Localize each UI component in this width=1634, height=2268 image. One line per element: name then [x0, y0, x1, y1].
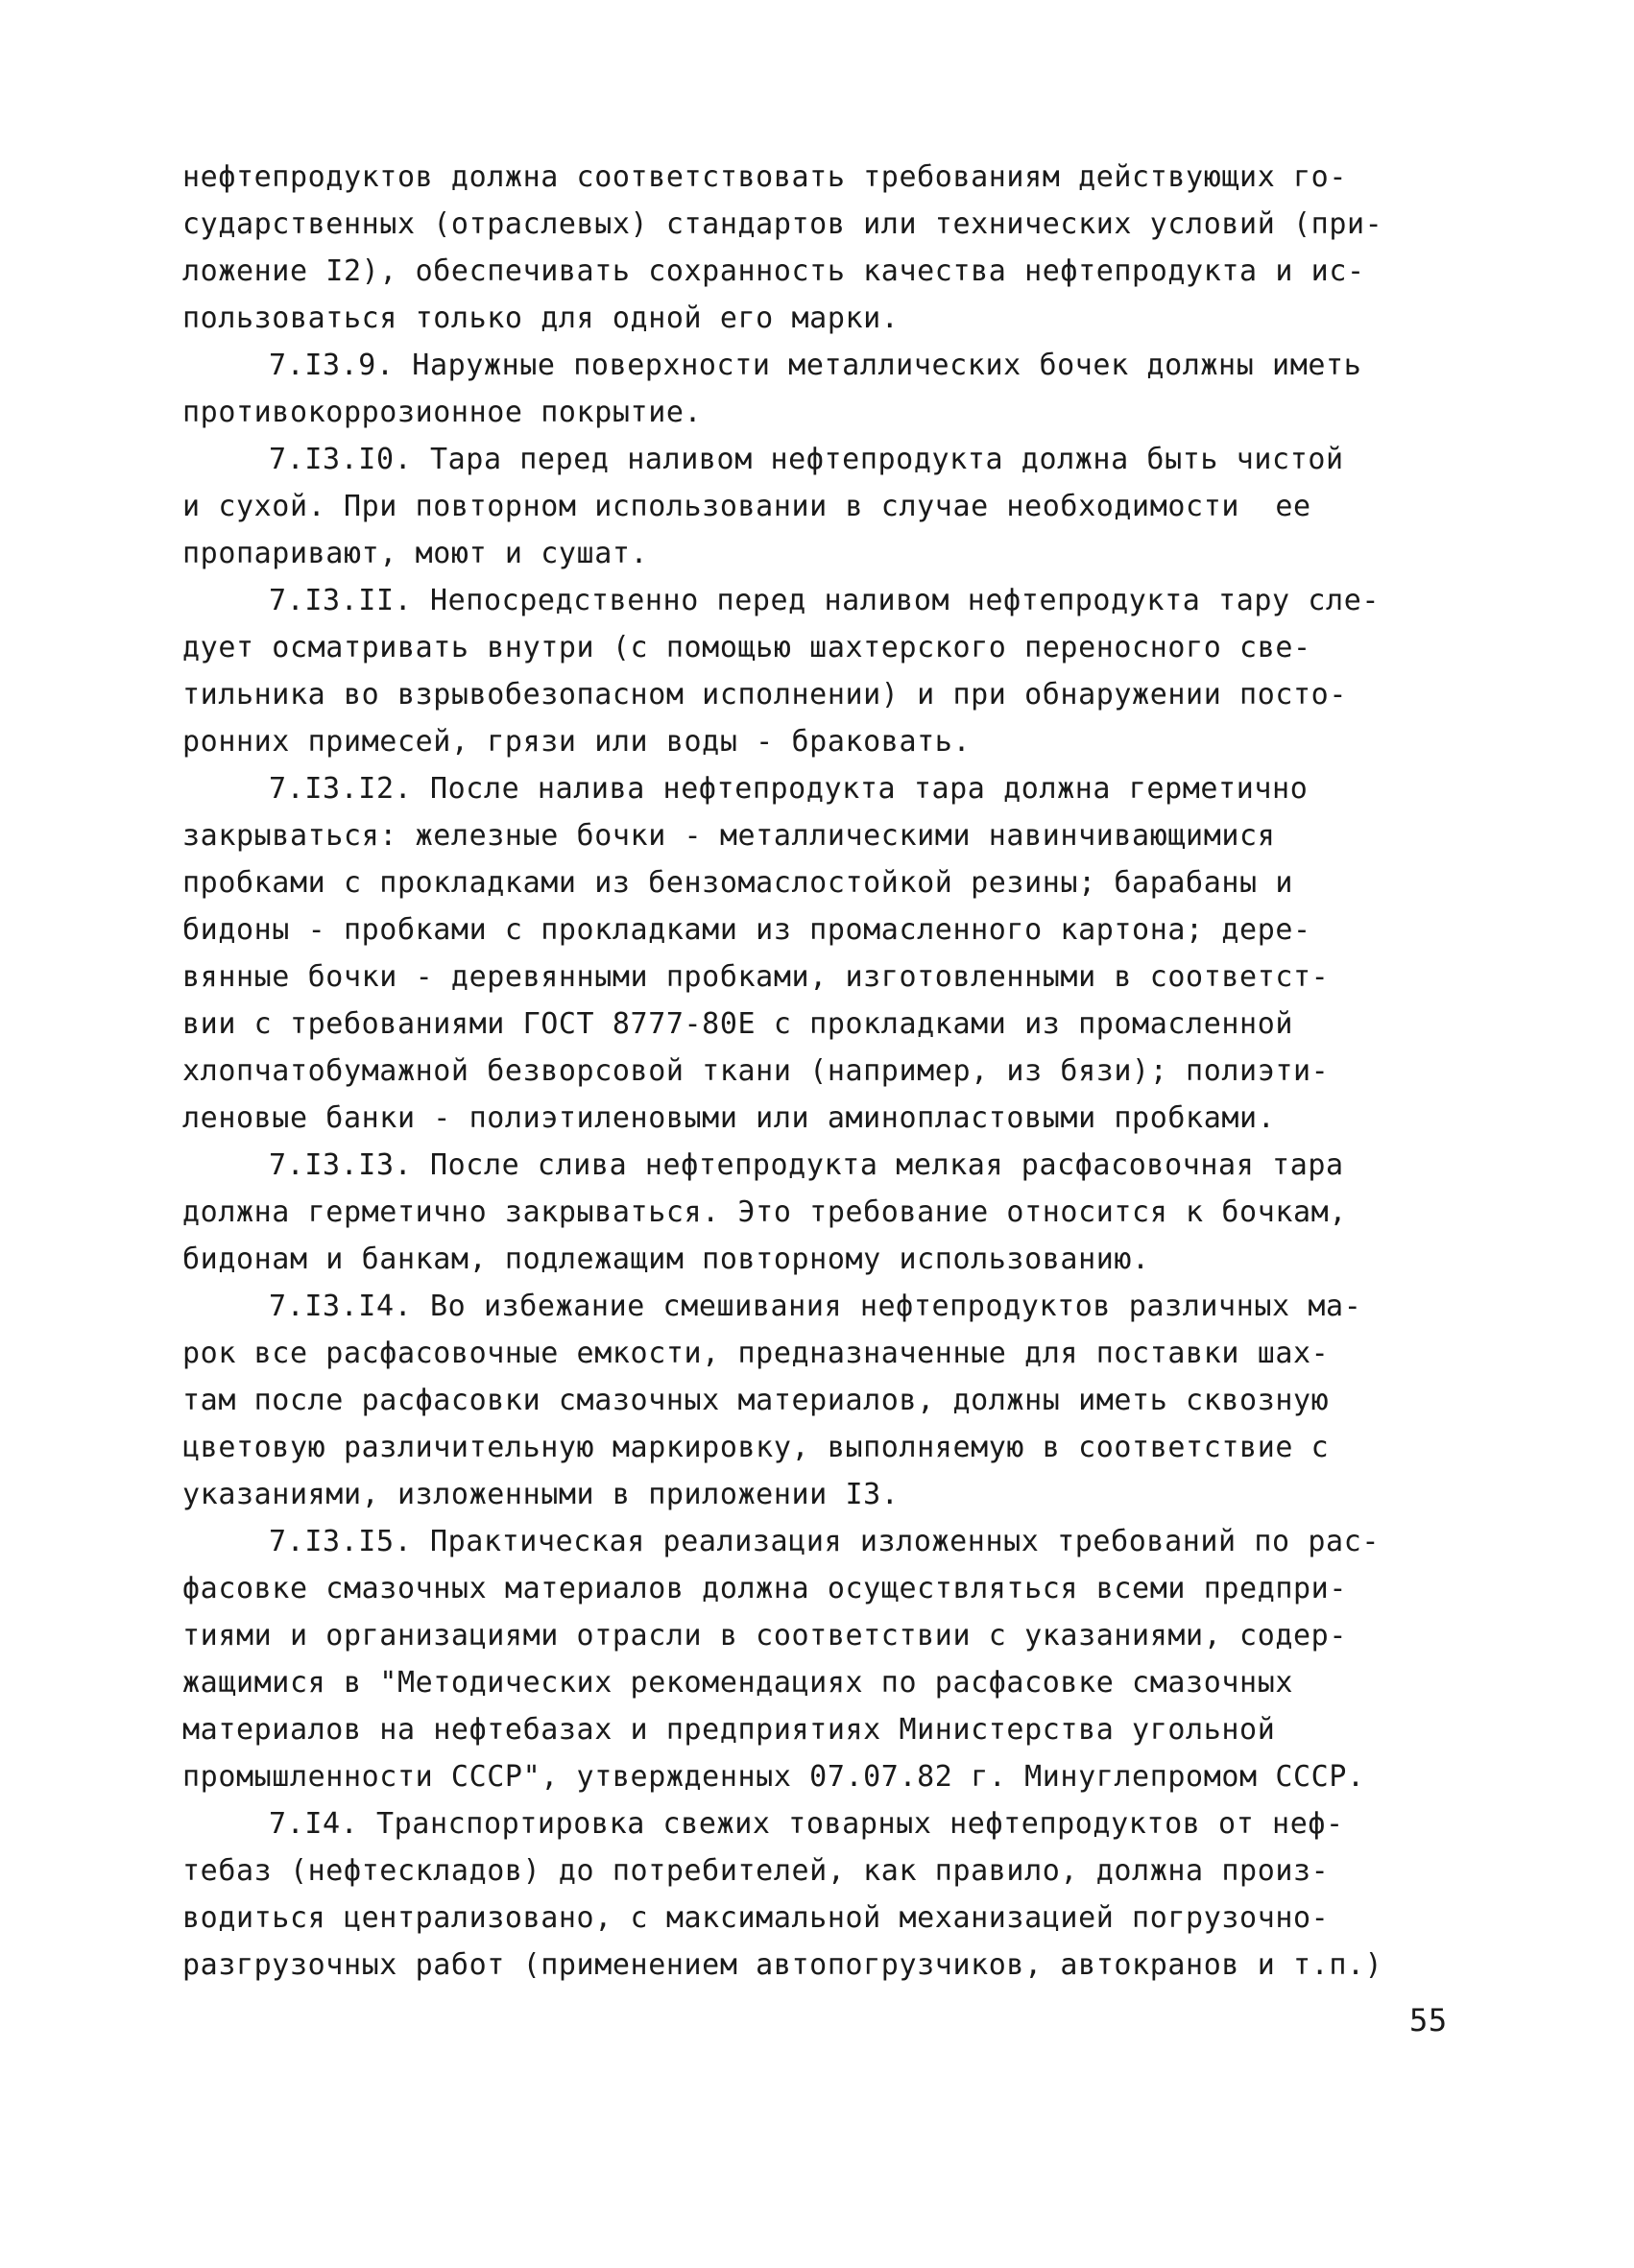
text-line: хлопчатобумажной безворсовой ткани (например, из бязи); полиэти- — [182, 1054, 1330, 1088]
text-line: тебаз (нефтескладов) до потребителей, как правило, должна произ- — [182, 1854, 1330, 1888]
text-line: пользоваться только для одной его марки. — [182, 302, 900, 335]
paragraph-7-13-14: 7.I3.I4. Во избежание смешивания нефтепродуктов различных ма- — [269, 1290, 1362, 1323]
text-line: дует осматривать внутри (с помощью шахтерского переносного све- — [182, 631, 1311, 664]
text-line: цветовую различительную маркировку, выполняемую в соответствие с — [182, 1431, 1330, 1464]
text-line: сударственных (отраслевых) стандартов или технических условий (при- — [182, 207, 1383, 241]
text-line: закрываться: железные бочки - металлическими навинчивающимися — [182, 819, 1276, 853]
text-line: и сухой. При повторном использовании в случае необходимости ее — [182, 490, 1311, 523]
paragraph-7-13-9: 7.I3.9. Наружные поверхности металлических бочек должны иметь — [269, 349, 1362, 382]
text-line: разгрузочных работ (применением автопогрузчиков, автокранов и т.п.) — [182, 1948, 1383, 1982]
text-line: противокоррозионное покрытие. — [182, 396, 703, 429]
text-line: леновые банки - полиэтиленовыми или аминопластовыми пробками. — [182, 1101, 1276, 1135]
paragraph-7-13-10: 7.I3.I0. Тара перед наливом нефтепродукта должна быть чистой — [269, 443, 1344, 476]
paragraph-7-13-12: 7.I3.I2. После налива нефтепродукта тара должна герметично — [269, 772, 1309, 806]
body-text — [182, 154, 1459, 1989]
text-line: ронних примесей, грязи или воды - браковать. — [182, 725, 972, 759]
text-line: бидоны - пробками с прокладками из промасленного картона; дере- — [182, 913, 1311, 947]
text-line: промышленности СССР", утвержденных 07.07.82 г. Минуглепромом СССР. — [182, 1760, 1365, 1794]
text-line: водиться централизовано, с максимальной механизацией погрузочно- — [182, 1901, 1330, 1935]
text-line: нефтепродуктов должна соответствовать требованиям действующих го- — [182, 160, 1347, 194]
paragraph-7-14: 7.I4. Транспортировка свежих товарных нефтепродуктов от неф- — [269, 1807, 1344, 1841]
text-line: пропаривают, моют и сушат. — [182, 537, 649, 570]
text-line: жащимися в "Методических рекомендациях по расфасовке смазочных — [182, 1666, 1294, 1700]
text-line: материалов на нефтебазах и предприятиях Министерства угольной — [182, 1713, 1276, 1747]
text-line: пробками с прокладками из бензомаслостойкой резины; барабаны и — [182, 866, 1294, 900]
paragraph-7-13-13: 7.I3.I3. После слива нефтепродукта мелкая расфасовочная тара — [269, 1148, 1344, 1182]
paragraph-7-13-11: 7.I3.II. Непосредственно перед наливом нефтепродукта тару сле- — [269, 584, 1381, 617]
text-line: указаниями, изложенными в приложении I3. — [182, 1478, 900, 1511]
text-line: ложение I2), обеспечивать сохранность качества нефтепродукта и ис- — [182, 254, 1365, 288]
text-line: там после расфасовки смазочных материалов, должны иметь сквозную — [182, 1384, 1330, 1417]
text-line: бидонам и банкам, подлежащим повторному использованию. — [182, 1243, 1150, 1276]
text-line: вянные бочки - деревянными пробками, изготовленными в соответст- — [182, 960, 1330, 994]
text-line: фасовке смазочных материалов должна осуществляться всеми предпри- — [182, 1572, 1347, 1605]
text-line: тиями и организациями отрасли в соответствии с указаниями, содер- — [182, 1619, 1347, 1653]
paragraph-7-13-15: 7.I3.I5. Практическая реализация изложенных требований по рас- — [269, 1525, 1381, 1558]
text-line: тильника во взрывобезопасном исполнении) и при обнаружении посто- — [182, 678, 1347, 712]
text-line: вии с требованиями ГОСТ 8777-80Е с прокладками из промасленной — [182, 1007, 1294, 1041]
text-line: должна герметично закрываться. Это требование относится к бочкам, — [182, 1195, 1347, 1229]
page-number: 55 — [1409, 2002, 1448, 2039]
text-line: рок все расфасовочные емкости, предназначенные для поставки шах- — [182, 1337, 1330, 1370]
